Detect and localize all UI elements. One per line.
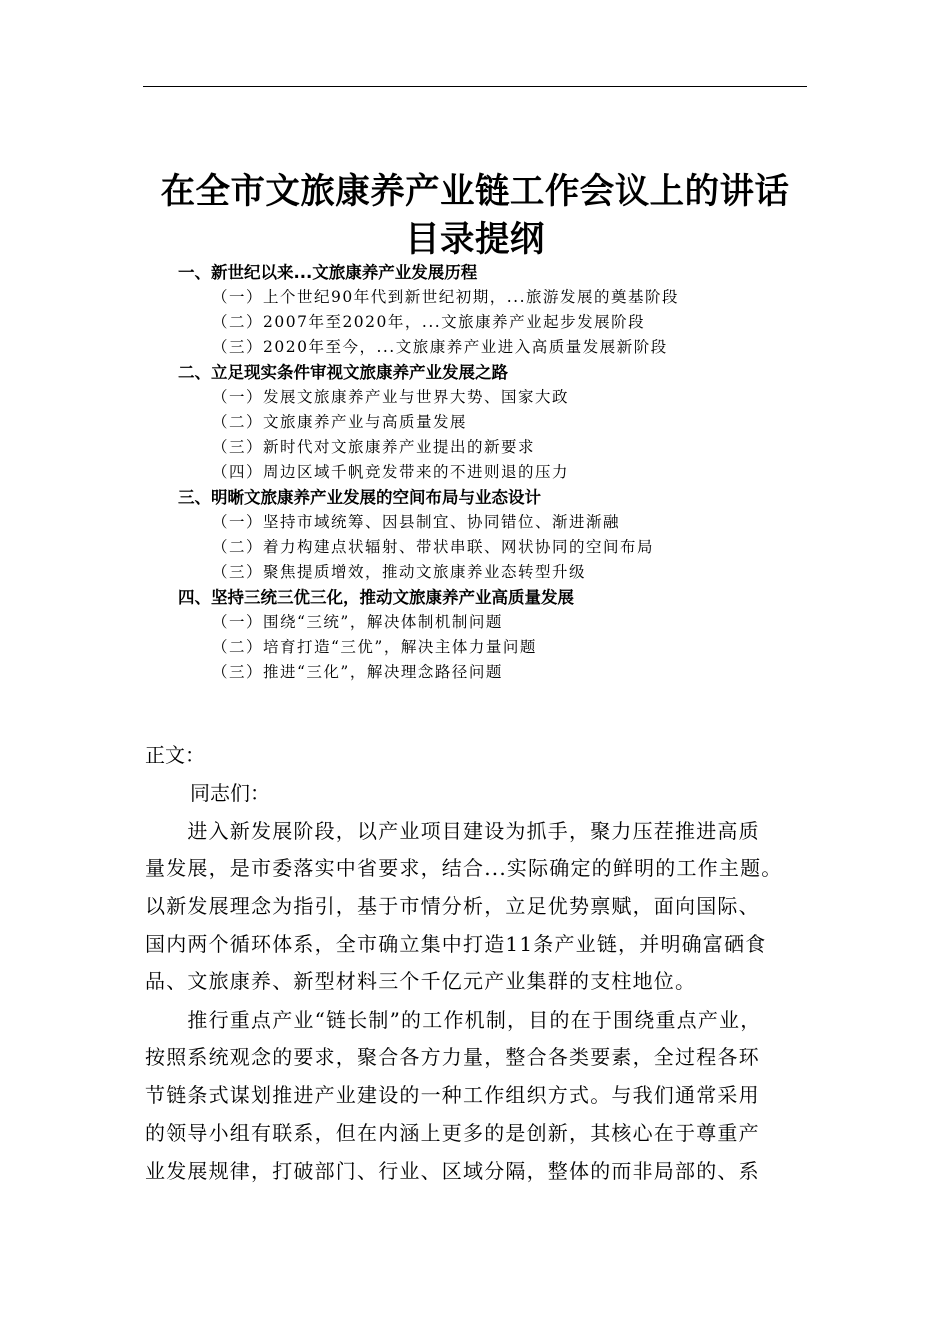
toc-subsection: （三）推进“三化”，解决理念路径问题: [212, 663, 503, 681]
greeting: 同志们：: [190, 781, 270, 805]
toc-subsection: （三）新时代对文旅康养产业提出的新要求: [212, 438, 536, 456]
toc-subsection: （一）发展文旅康养产业与世界大势、国家大政: [212, 388, 570, 406]
toc-section: 四、坚持三统三优三化，推动文旅康养产业高质量发展: [178, 588, 574, 607]
toc-section: 一、新世纪以来...文旅康养产业发展历程: [178, 263, 478, 282]
toc-subsection: （二）2007年至2020年，...文旅康养产业起步发展阶段: [212, 313, 646, 331]
header-rule: [143, 86, 807, 87]
toc-subsection: （二）着力构建点状辐射、带状串联、网状协同的空间布局: [212, 538, 655, 556]
body-line: 以新发展理念为指引，基于市情分析，立足优势禀赋，面向国际、: [145, 894, 760, 918]
body-line: 进入新发展阶段，以产业项目建设为抓手，聚力压茬推进高质: [145, 819, 760, 843]
body-line: 量发展，是市委落实中省要求，结合...实际确定的鲜明的工作主题。: [145, 856, 783, 880]
body-line: 的领导小组有联系，但在内涵上更多的是创新，其核心在于尊重产: [145, 1121, 760, 1145]
body-line: 按照系统观念的要求，聚合各方力量，整合各类要素，全过程各环: [145, 1045, 760, 1069]
body-line: 节链条式谋划推进产业建设的一种工作组织方式。与我们通常采用: [145, 1083, 760, 1107]
toc-subsection: （一）坚持市域统筹、因县制宜、协同错位、渐进渐融: [212, 513, 621, 531]
body-line: 推行重点产业“链长制”的工作机制，目的在于围绕重点产业，: [145, 1008, 762, 1032]
toc-subsection: （二）文旅康养产业与高质量发展: [212, 413, 468, 431]
body-line: 品、文旅康养、新型材料三个千亿元产业集群的支柱地位。: [145, 969, 697, 993]
toc-subsection: （一）围绕“三统”，解决体制机制问题: [212, 613, 503, 631]
toc-section: 三、明晰文旅康养产业发展的空间布局与业态设计: [178, 488, 541, 507]
toc-section: 二、立足现实条件审视文旅康养产业发展之路: [178, 363, 508, 382]
toc-subsection: （三）聚焦提质增效，推动文旅康养业态转型升级: [212, 563, 587, 581]
toc-subsection: （四）周边区域千帆竞发带来的不进则退的压力: [212, 463, 570, 481]
toc-subsection: （三）2020年至今，...文旅康养产业进入高质量发展新阶段: [212, 338, 668, 356]
document-subtitle: 目录提纲: [405, 220, 545, 260]
toc-subsection: （二）培育打造“三优”，解决主体力量问题: [212, 638, 537, 656]
toc-subsection: （一）上个世纪90年代到新世纪初期，...旅游发展的奠基阶段: [212, 288, 680, 306]
body-line: 业发展规律，打破部门、行业、区域分隔，整体的而非局部的、系: [145, 1159, 760, 1183]
document-title: 在全市文旅康养产业链工作会议上的讲话: [160, 172, 790, 212]
body-line: 国内两个循环体系，全市确立集中打造11条产业链，并明确富硒食: [145, 932, 767, 956]
body-label: 正文：: [145, 743, 205, 767]
